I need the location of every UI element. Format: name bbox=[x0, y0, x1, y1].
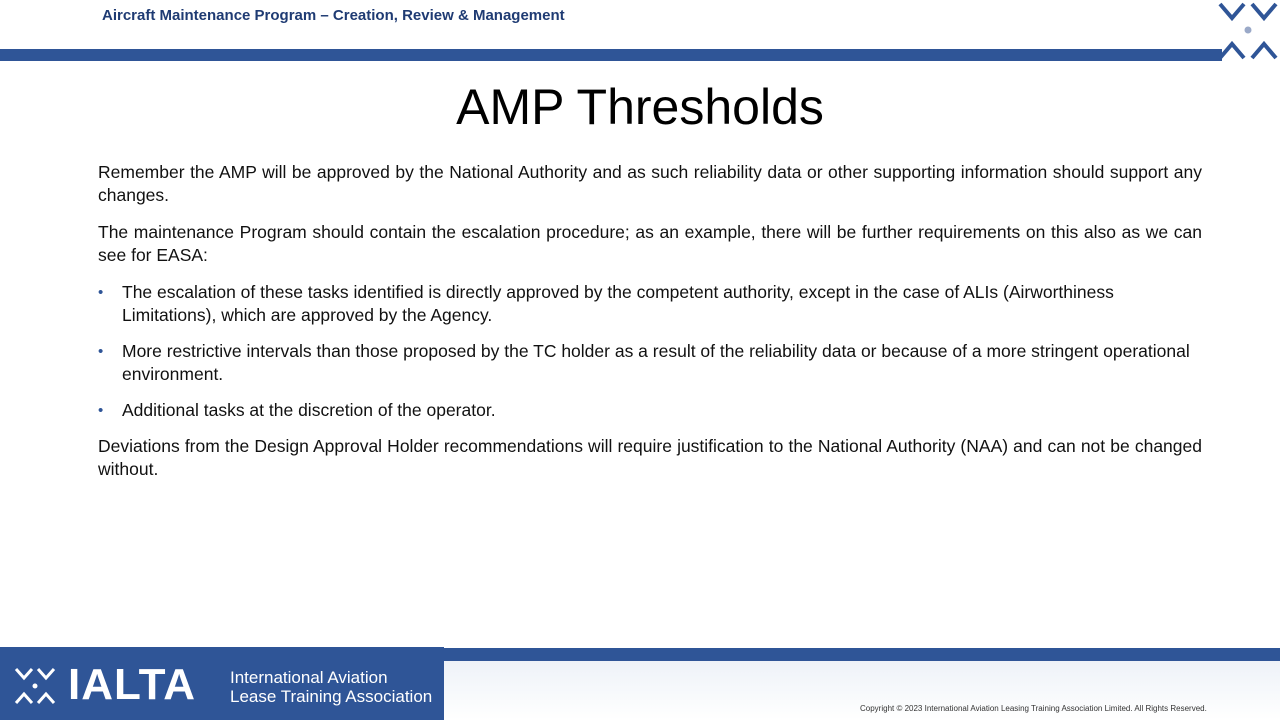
slide-body bbox=[98, 161, 1202, 495]
bullet-dot-icon: • bbox=[98, 402, 104, 419]
closing-paragraph: Deviations from the Design Approval Holder recommendations will require justification to the National Authority (NAA) and can not be changed without. bbox=[98, 436, 1202, 479]
bullet-text: The escalation of these tasks identified is directly approved by the competent authority, except in the case of ALIs (Airworthiness Limitations), which are approved by the Agency. bbox=[122, 282, 1114, 325]
footer-brand: IALTA bbox=[68, 660, 196, 709]
slide-title: AMP Thresholds bbox=[456, 79, 824, 135]
footer-org-line: International Aviation bbox=[230, 668, 388, 687]
body-paragraph: The maintenance Program should contain the escalation procedure; as an example, there will be further requirements on this also as we can see for EASA: bbox=[98, 222, 1202, 265]
body-paragraph: Remember the AMP will be approved by the National Authority and as such reliability data or other supporting information should support any changes. bbox=[98, 162, 1202, 205]
bullet-item bbox=[98, 340, 1202, 386]
ialta-logo-icon bbox=[1216, 0, 1280, 62]
footer-org-name bbox=[230, 668, 444, 706]
bullet-text: Additional tasks at the discretion of the operator. bbox=[122, 400, 496, 420]
copyright-notice: Copyright © 2023 International Aviation Leasing Training Association Limited. All Rights Reserved. bbox=[860, 704, 1207, 713]
footer-rule bbox=[444, 648, 1280, 661]
bullet-item bbox=[98, 399, 1202, 422]
bullet-dot-icon: • bbox=[98, 284, 104, 301]
ialta-logo-icon bbox=[14, 666, 58, 706]
footer-org-line: Lease Training Association bbox=[230, 687, 433, 706]
bullet-text: More restrictive intervals than those proposed by the TC holder as a result of the reliability data or because of a more stringent operational environment. bbox=[122, 341, 1190, 384]
bullet-item bbox=[98, 281, 1202, 327]
footer-logo-block bbox=[0, 647, 444, 720]
header-title: Aircraft Maintenance Program – Creation, Review & Management bbox=[102, 7, 565, 24]
bullet-dot-icon: • bbox=[98, 343, 104, 360]
bullet-list bbox=[98, 281, 1202, 422]
header-rule bbox=[0, 49, 1222, 61]
